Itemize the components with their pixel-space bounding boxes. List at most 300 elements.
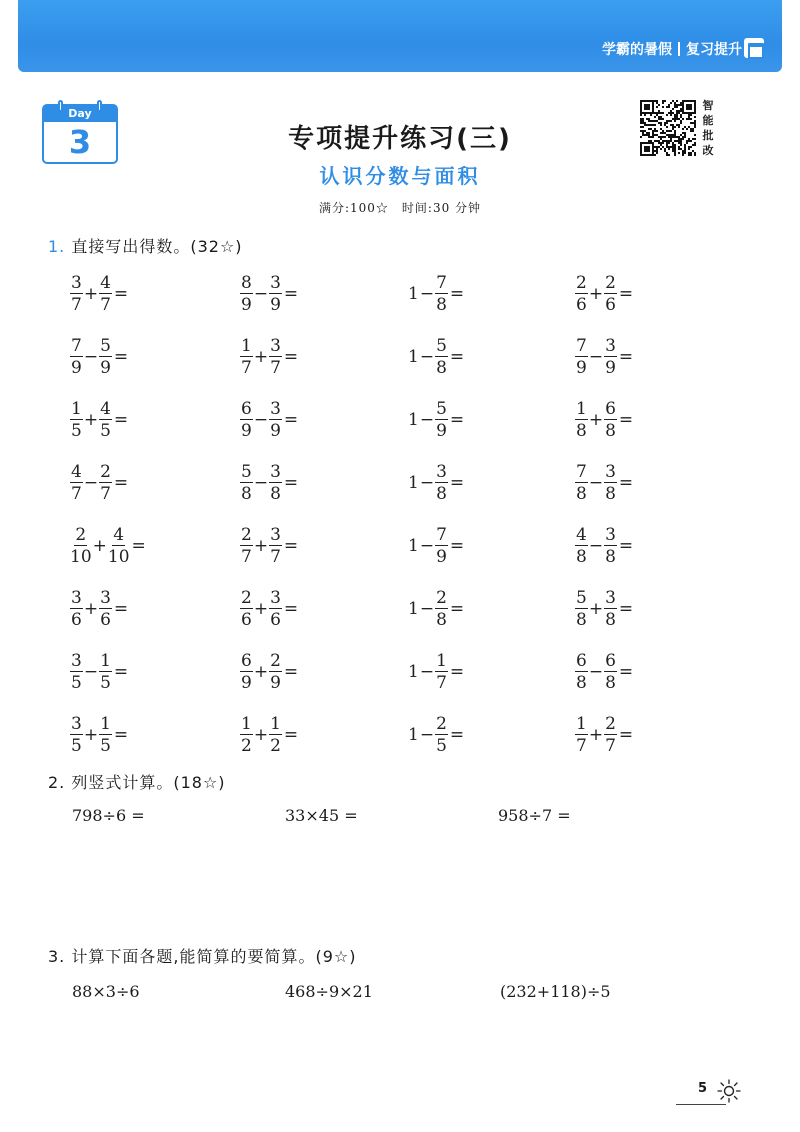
- fraction: [269, 652, 282, 692]
- fraction: [240, 652, 253, 692]
- fraction-problem: [70, 337, 128, 377]
- numerator: 4: [113, 525, 125, 545]
- page-number: 5: [698, 1081, 708, 1096]
- fraction: [604, 400, 617, 440]
- fraction: [435, 652, 448, 692]
- denominator: 8: [605, 673, 616, 693]
- fraction: [604, 526, 617, 566]
- series-brand: [602, 38, 742, 60]
- denominator: 7: [100, 295, 111, 315]
- denominator: 6: [605, 295, 616, 315]
- operator: −: [419, 410, 435, 430]
- denominator: 9: [100, 358, 111, 378]
- numerator: 3: [270, 525, 281, 545]
- operator: +: [83, 284, 99, 304]
- equals-sign: =: [449, 536, 465, 556]
- numerator: 5: [436, 336, 447, 356]
- equals-sign: =: [113, 410, 129, 430]
- operator: +: [588, 725, 604, 745]
- equals-sign: =: [283, 410, 299, 430]
- fraction-problem: [575, 463, 633, 503]
- denominator: 6: [100, 610, 111, 630]
- equals-sign: =: [618, 725, 634, 745]
- denominator: 8: [576, 484, 587, 504]
- numerator: 3: [605, 336, 616, 356]
- page-subtitle: 认识分数与面积: [319, 164, 481, 188]
- fraction: [70, 589, 83, 629]
- numerator: 2: [605, 273, 616, 293]
- denominator: 8: [241, 484, 252, 504]
- section-2-heading: [48, 770, 226, 793]
- operator: +: [92, 536, 107, 556]
- fraction-problem: [575, 337, 633, 377]
- numerator: 2: [605, 714, 616, 734]
- denominator: 5: [100, 421, 111, 441]
- fraction-problem: [575, 652, 633, 692]
- fraction: [435, 463, 448, 503]
- operator: +: [588, 284, 604, 304]
- fraction: [240, 463, 253, 503]
- equals-sign: =: [283, 347, 299, 367]
- equals-sign: =: [618, 347, 634, 367]
- denominator: 9: [576, 358, 587, 378]
- denominator: 8: [270, 484, 281, 504]
- fraction: [240, 337, 253, 377]
- numerator: 2: [270, 651, 281, 671]
- fraction-problem: [575, 589, 633, 629]
- denominator: 6: [270, 610, 281, 630]
- denominator: 5: [71, 673, 82, 693]
- numerator: 3: [71, 588, 82, 608]
- denominator: 5: [71, 736, 82, 756]
- denominator: 8: [576, 673, 587, 693]
- whole-number: 1: [408, 410, 419, 430]
- whole-number: 1: [408, 536, 419, 556]
- equals-sign: =: [283, 662, 299, 682]
- numerator: 3: [605, 588, 616, 608]
- denominator: 8: [576, 421, 587, 441]
- fraction-problem: [70, 274, 128, 314]
- fraction-problem: [240, 463, 298, 503]
- denominator: 7: [71, 295, 82, 315]
- fraction: [99, 589, 112, 629]
- brand-separator: [678, 42, 680, 56]
- equals-sign: =: [283, 536, 299, 556]
- numerator: 6: [576, 651, 587, 671]
- brand-right: 复习提升: [686, 42, 742, 58]
- simplify-calc-2: 468÷9×21: [285, 982, 373, 1001]
- fraction: [435, 526, 448, 566]
- numerator: 3: [436, 462, 447, 482]
- section-title: 直接写出得数。(32☆): [71, 237, 243, 256]
- numerator: 5: [100, 336, 111, 356]
- fraction: [269, 715, 282, 755]
- numerator: 3: [605, 462, 616, 482]
- numerator: 6: [605, 651, 616, 671]
- vertical-calc-1: 798÷6 =: [72, 806, 145, 825]
- numerator: 3: [71, 714, 82, 734]
- denominator: 9: [270, 421, 281, 441]
- numerator: 1: [436, 651, 447, 671]
- equals-sign: =: [283, 725, 299, 745]
- whole-number: 1: [408, 473, 419, 493]
- fraction: [575, 337, 588, 377]
- fraction: [435, 274, 448, 314]
- numerator: 7: [436, 525, 447, 545]
- denominator: 5: [71, 421, 82, 441]
- fraction: [575, 652, 588, 692]
- fraction: [575, 715, 588, 755]
- equals-sign: =: [283, 284, 299, 304]
- denominator: 2: [270, 736, 281, 756]
- fraction: [70, 652, 83, 692]
- denominator: 8: [605, 421, 616, 441]
- section-number: 1.: [48, 237, 66, 256]
- fraction-problem: [408, 274, 464, 314]
- operator: −: [83, 662, 99, 682]
- operator: +: [253, 725, 269, 745]
- operator: −: [83, 347, 99, 367]
- operator: +: [83, 725, 99, 745]
- operator: −: [419, 473, 435, 493]
- page-title: 专项提升练习(三): [288, 124, 512, 154]
- fraction-problem: [240, 589, 298, 629]
- equals-sign: =: [449, 662, 465, 682]
- numerator: 1: [100, 714, 111, 734]
- fraction-problem: [408, 400, 464, 440]
- operator: −: [588, 347, 604, 367]
- numerator: 4: [71, 462, 82, 482]
- fraction: [575, 274, 588, 314]
- fraction-problem: [240, 652, 298, 692]
- numerator: 1: [241, 714, 252, 734]
- whole-number: 1: [408, 599, 419, 619]
- denominator: 8: [436, 358, 447, 378]
- denominator: 7: [100, 484, 111, 504]
- numerator: 1: [71, 399, 82, 419]
- sun-icon: [716, 1078, 742, 1104]
- denominator: 5: [100, 673, 111, 693]
- fraction-problem: [408, 463, 464, 503]
- numerator: 3: [605, 525, 616, 545]
- fraction: [240, 400, 253, 440]
- equals-sign: =: [113, 284, 129, 304]
- fraction-problem: [408, 652, 464, 692]
- vertical-calc-3: 958÷7 =: [498, 806, 571, 825]
- calendar-ring-icon: [58, 100, 63, 112]
- numerator: 1: [100, 651, 111, 671]
- operator: −: [419, 536, 435, 556]
- numerator: 5: [576, 588, 587, 608]
- denominator: 8: [605, 610, 616, 630]
- fraction: [99, 337, 112, 377]
- denominator: 9: [270, 673, 281, 693]
- brand-left: 学霸的暑假: [602, 42, 672, 58]
- operator: −: [419, 284, 435, 304]
- operator: −: [253, 473, 269, 493]
- equals-sign: =: [113, 725, 129, 745]
- fraction: [70, 715, 83, 755]
- fraction-problem: [408, 526, 464, 566]
- operator: −: [588, 473, 604, 493]
- fraction-problem: [575, 400, 633, 440]
- fraction: [99, 715, 112, 755]
- denominator: 7: [436, 673, 447, 693]
- numerator: 2: [100, 462, 111, 482]
- fraction-problem: [408, 715, 464, 755]
- numerator: 8: [241, 273, 252, 293]
- footer-line: [676, 1104, 726, 1105]
- numerator: 4: [100, 399, 111, 419]
- fraction-problem: [70, 715, 128, 755]
- denominator: 5: [436, 736, 447, 756]
- fraction-problem: [240, 337, 298, 377]
- denominator: 9: [270, 295, 281, 315]
- denominator: 7: [241, 358, 252, 378]
- denominator: 8: [576, 547, 587, 567]
- equals-sign: =: [449, 473, 465, 493]
- equals-sign: =: [113, 599, 129, 619]
- denominator: 7: [270, 358, 281, 378]
- numerator: 3: [270, 336, 281, 356]
- fraction: [604, 274, 617, 314]
- denominator: 10: [70, 547, 92, 567]
- fraction: [269, 463, 282, 503]
- denominator: 8: [576, 610, 587, 630]
- fraction-problem: [575, 274, 633, 314]
- denominator: 9: [241, 295, 252, 315]
- numerator: 6: [241, 399, 252, 419]
- fraction: [604, 715, 617, 755]
- denominator: 8: [436, 484, 447, 504]
- numerator: 1: [270, 714, 281, 734]
- denominator: 9: [241, 673, 252, 693]
- simplify-calc-3: (232+118)÷5: [500, 982, 611, 1001]
- equals-sign: =: [618, 536, 634, 556]
- fraction: [269, 526, 282, 566]
- denominator: 6: [576, 295, 587, 315]
- fraction: [435, 337, 448, 377]
- section-number: 2.: [48, 773, 66, 792]
- denominator: 7: [241, 547, 252, 567]
- section-number: 3.: [48, 947, 66, 966]
- numerator: 2: [436, 588, 447, 608]
- operator: +: [588, 410, 604, 430]
- numerator: 7: [71, 336, 82, 356]
- calendar-ring-icon: [97, 100, 102, 112]
- denominator: 8: [436, 610, 447, 630]
- equals-sign: =: [618, 284, 634, 304]
- fraction: [240, 526, 253, 566]
- fraction: [604, 652, 617, 692]
- whole-number: 1: [408, 284, 419, 304]
- numerator: 7: [576, 336, 587, 356]
- fraction: [70, 463, 83, 503]
- numerator: 3: [270, 399, 281, 419]
- equals-sign: =: [131, 536, 146, 556]
- equals-sign: =: [113, 473, 129, 493]
- numerator: 1: [241, 336, 252, 356]
- fraction: [70, 400, 83, 440]
- numerator: 2: [576, 273, 587, 293]
- denominator: 9: [436, 421, 447, 441]
- operator: −: [588, 536, 604, 556]
- operator: −: [419, 347, 435, 367]
- section-1-heading: [48, 234, 243, 257]
- denominator: 7: [576, 736, 587, 756]
- equals-sign: =: [449, 725, 465, 745]
- fraction: [240, 715, 253, 755]
- equals-sign: =: [449, 410, 465, 430]
- numerator: 4: [576, 525, 587, 545]
- numerator: 1: [576, 714, 587, 734]
- fraction-problem: [70, 652, 128, 692]
- score-time-info: 满分:100☆ 时间:30 分钟: [318, 201, 482, 215]
- denominator: 6: [71, 610, 82, 630]
- fraction-problem: [70, 463, 128, 503]
- operator: −: [83, 473, 99, 493]
- qr-label: 智 能 批 改: [702, 99, 714, 157]
- denominator: 9: [605, 358, 616, 378]
- equals-sign: =: [449, 347, 465, 367]
- operator: +: [253, 347, 269, 367]
- fraction: [604, 589, 617, 629]
- denominator: 7: [270, 547, 281, 567]
- equals-sign: =: [449, 599, 465, 619]
- numerator: 3: [270, 273, 281, 293]
- whole-number: 1: [408, 347, 419, 367]
- fraction: [604, 463, 617, 503]
- fraction-problem: [240, 274, 298, 314]
- operator: −: [419, 599, 435, 619]
- fraction: [604, 337, 617, 377]
- book-icon: [744, 38, 764, 58]
- numerator: 2: [436, 714, 447, 734]
- denominator: 6: [241, 610, 252, 630]
- fraction-problem: [70, 589, 128, 629]
- denominator: 8: [605, 484, 616, 504]
- fraction-problem: [240, 400, 298, 440]
- equals-sign: =: [113, 662, 129, 682]
- numerator: 2: [75, 525, 87, 545]
- fraction: [435, 589, 448, 629]
- numerator: 4: [100, 273, 111, 293]
- fraction: [269, 589, 282, 629]
- denominator: 9: [436, 547, 447, 567]
- denominator: 10: [107, 547, 130, 567]
- fraction-problem: [240, 715, 298, 755]
- equals-sign: =: [449, 284, 465, 304]
- fraction: [70, 337, 83, 377]
- fraction-problem: [408, 589, 464, 629]
- section-title: 计算下面各题,能简算的要简算。(9☆): [71, 947, 357, 966]
- operator: +: [253, 536, 269, 556]
- equals-sign: =: [283, 599, 299, 619]
- fraction: [435, 715, 448, 755]
- fraction: [70, 526, 92, 566]
- numerator: 5: [436, 399, 447, 419]
- numerator: 3: [270, 588, 281, 608]
- denominator: 7: [71, 484, 82, 504]
- numerator: 7: [436, 273, 447, 293]
- equals-sign: =: [618, 662, 634, 682]
- section-title: 列竖式计算。(18☆): [71, 773, 226, 792]
- denominator: 7: [605, 736, 616, 756]
- whole-number: 1: [408, 725, 419, 745]
- operator: +: [588, 599, 604, 619]
- numerator: 5: [241, 462, 252, 482]
- operator: −: [419, 725, 435, 745]
- fraction: [575, 526, 588, 566]
- fraction: [99, 274, 112, 314]
- numerator: 1: [576, 399, 587, 419]
- numerator: 3: [270, 462, 281, 482]
- whole-number: 1: [408, 662, 419, 682]
- equals-sign: =: [618, 410, 634, 430]
- operator: +: [83, 599, 99, 619]
- equals-sign: =: [618, 599, 634, 619]
- fraction: [435, 400, 448, 440]
- simplify-calc-1: 88×3÷6: [72, 982, 140, 1001]
- fraction-problem: [408, 337, 464, 377]
- denominator: 9: [71, 358, 82, 378]
- operator: −: [588, 662, 604, 682]
- fraction: [70, 274, 83, 314]
- fraction: [269, 337, 282, 377]
- denominator: 8: [605, 547, 616, 567]
- numerator: 7: [576, 462, 587, 482]
- fraction: [269, 400, 282, 440]
- fraction-problem: [240, 526, 298, 566]
- fraction: [575, 589, 588, 629]
- fraction: [575, 400, 588, 440]
- denominator: 2: [241, 736, 252, 756]
- fraction: [575, 463, 588, 503]
- operator: +: [253, 662, 269, 682]
- fraction: [99, 652, 112, 692]
- operator: −: [253, 410, 269, 430]
- numerator: 6: [241, 651, 252, 671]
- denominator: 8: [436, 295, 447, 315]
- operator: −: [253, 284, 269, 304]
- equals-sign: =: [113, 347, 129, 367]
- operator: +: [83, 410, 99, 430]
- denominator: 9: [241, 421, 252, 441]
- fraction: [99, 400, 112, 440]
- fraction-problem: [70, 526, 146, 566]
- header-band: [18, 0, 782, 72]
- operator: −: [419, 662, 435, 682]
- equals-sign: =: [618, 473, 634, 493]
- numerator: 3: [71, 273, 82, 293]
- numerator: 2: [241, 588, 252, 608]
- numerator: 2: [241, 525, 252, 545]
- numerator: 6: [605, 399, 616, 419]
- fraction-problem: [70, 400, 128, 440]
- fraction: [99, 463, 112, 503]
- fraction: [240, 589, 253, 629]
- equals-sign: =: [283, 473, 299, 493]
- day-label: Day: [44, 106, 116, 122]
- fraction: [240, 274, 253, 314]
- fraction-problem: [575, 526, 633, 566]
- section-3-heading: [48, 944, 356, 967]
- day-number: 3: [68, 123, 92, 161]
- numerator: 3: [100, 588, 111, 608]
- fraction: [269, 274, 282, 314]
- fraction-problem: [575, 715, 633, 755]
- fraction: [108, 526, 130, 566]
